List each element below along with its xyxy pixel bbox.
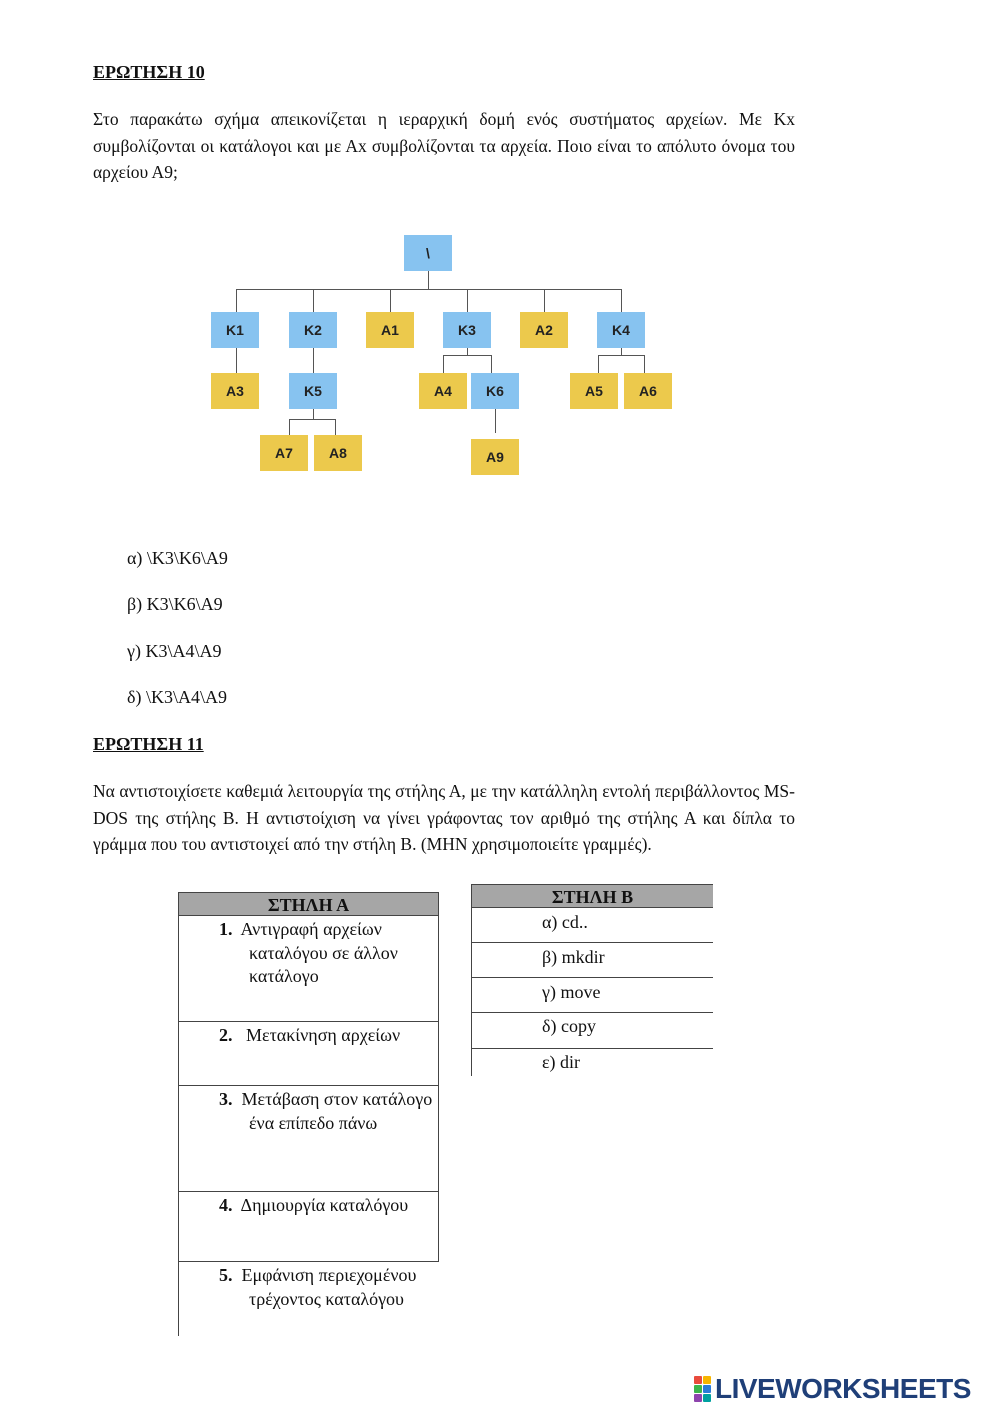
tree-connector — [621, 289, 622, 312]
column-b-row: γ) move — [471, 978, 713, 1013]
tree-node-a3: A3 — [211, 373, 259, 409]
row-number: 4. — [219, 1195, 233, 1215]
tree-node-a9: A9 — [471, 439, 519, 475]
tree-connector — [644, 355, 645, 373]
tree-connector — [621, 348, 622, 355]
row-text: Εμφάνιση περιεχομένου τρέχοντος καταλόγου — [241, 1265, 417, 1309]
tree-node-k2: K2 — [289, 312, 337, 348]
tree-connector — [544, 289, 545, 312]
row-number: 2. — [219, 1025, 233, 1045]
row-text: Αντιγραφή αρχείων καταλόγου σε άλλον κατάλογο — [240, 919, 398, 986]
file-system-tree — [0, 0, 1000, 520]
row-text: Μετακίνηση αρχείων — [246, 1025, 401, 1045]
tree-connector — [289, 419, 336, 420]
tree-connector — [598, 355, 599, 373]
tree-connector — [467, 289, 468, 312]
tree-node-k3: K3 — [443, 312, 491, 348]
liveworksheets-logo — [694, 1374, 971, 1404]
column-a-row — [178, 1022, 439, 1086]
column-b-row: ε) dir — [471, 1049, 713, 1076]
tree-connector — [443, 355, 444, 373]
tree-node-a7: A7 — [260, 435, 308, 471]
tree-node-a1: A1 — [366, 312, 414, 348]
column-b-row: δ) copy — [471, 1013, 713, 1049]
brand-name: LIVEWORKSHEETS — [715, 1373, 971, 1404]
tree-node-a4: A4 — [419, 373, 467, 409]
tree-connector — [313, 289, 314, 312]
answer-option-b: β) K3\K6\A9 — [127, 594, 223, 614]
column-a-header: ΣΤΗΛΗ Α — [178, 892, 439, 916]
tree-connector — [313, 409, 314, 419]
column-a-row — [178, 1192, 439, 1262]
question-11-text: Να αντιστοιχίσετε καθεμιά λειτουργία της στήλης Α, με την κατάλληλη εντολή περιβάλλοντος MS-DOS της στήλης Β. Η αντιστοίχιση να γίνει γράφοντας τον αριθμό της στήλης Α και δίπλα το γράμμα που του αντιστοιχεί από την στήλη Β. (ΜΗΝ χρησιμοποιείτε γραμμές). — [93, 781, 795, 854]
column-a-row — [178, 916, 439, 1022]
column-b-row: β) mkdir — [471, 943, 713, 978]
tree-node-k1: K1 — [211, 312, 259, 348]
tree-connector — [443, 355, 492, 356]
tree-node-a2: A2 — [520, 312, 568, 348]
question-11-heading: ΕΡΩΤΗΣΗ 11 — [93, 734, 204, 754]
tree-connector — [313, 348, 314, 373]
question-10-heading: ΕΡΩΤΗΣΗ 10 — [93, 62, 205, 82]
tree-node-a6: A6 — [624, 373, 672, 409]
tree-connector — [598, 355, 645, 356]
tree-connector — [390, 289, 391, 312]
tree-connector — [491, 355, 492, 373]
tree-connector — [428, 271, 429, 289]
tree-node-root: \ — [404, 235, 452, 271]
column-a-row — [178, 1086, 439, 1192]
tree-connector — [236, 289, 621, 290]
column-a-row — [178, 1262, 439, 1336]
tree-node-k6: K6 — [471, 373, 519, 409]
tree-connector — [495, 409, 496, 433]
column-b-row: α) cd.. — [471, 908, 713, 943]
column-b-header: ΣΤΗΛΗ Β — [471, 884, 713, 908]
row-number: 3. — [219, 1089, 233, 1109]
tree-node-a5: A5 — [570, 373, 618, 409]
row-text: Μετάβαση στον κατάλογο ένα επίπεδο πάνω — [241, 1089, 433, 1133]
question-10-text: Στο παρακάτω σχήμα απεικονίζεται η ιεραρχική δομή ενός συστήματος αρχείων. Με Κx συμβολίζονται οι κατάλογοι και με Αx συμβολίζονται τα αρχεία. Ποιο είναι το απόλυτο όνομα του αρχείου Α9; — [93, 109, 795, 182]
tree-node-a8: A8 — [314, 435, 362, 471]
tree-connector — [236, 289, 237, 312]
row-text: Δημιουργία καταλόγου — [240, 1195, 409, 1215]
answer-option-a: α) \K3\K6\A9 — [127, 548, 228, 568]
row-number: 5. — [219, 1265, 233, 1285]
tree-node-k4: K4 — [597, 312, 645, 348]
tree-connector — [335, 419, 336, 435]
tree-connector — [289, 419, 290, 435]
tree-connector — [467, 348, 468, 355]
tree-connector — [236, 348, 237, 373]
answer-option-c: γ) K3\A4\A9 — [127, 641, 222, 661]
answer-option-d: δ) \K3\A4\A9 — [127, 687, 227, 707]
logo-mark-icon — [694, 1376, 711, 1402]
tree-node-k5: K5 — [289, 373, 337, 409]
row-number: 1. — [219, 919, 233, 939]
